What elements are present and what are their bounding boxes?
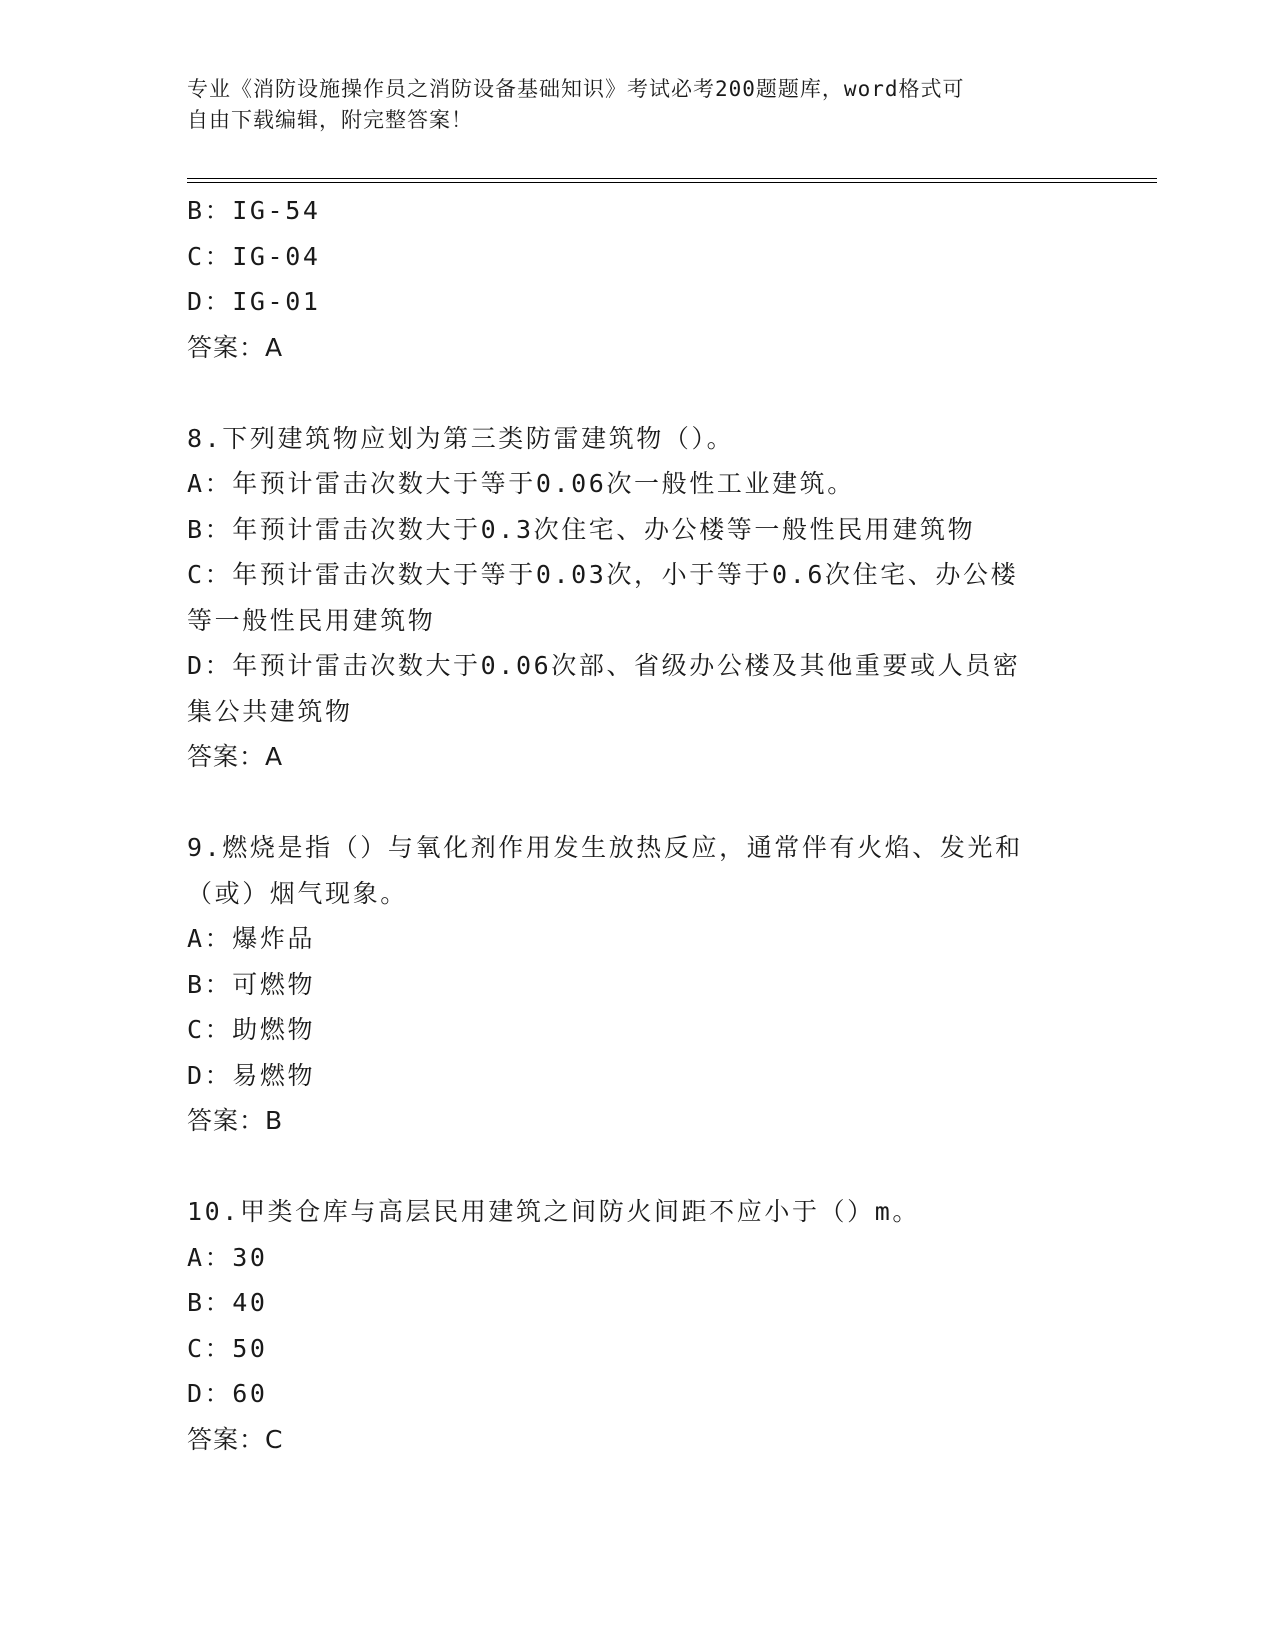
option-b: B：年预计雷击次数大于0.3次住宅、办公楼等一般性民用建筑物	[187, 514, 976, 544]
header-line-1: 专业《消防设施操作员之消防设备基础知识》考试必考200题题库，word格式可	[187, 77, 965, 101]
header-divider	[187, 178, 1157, 183]
option-c: C：年预计雷击次数大于等于0.03次，小于等于0.6次住宅、办公楼	[187, 560, 1019, 589]
answer: 答案：A	[187, 742, 284, 771]
option-a: A：爆炸品	[187, 924, 316, 953]
question-stem: 10.甲类仓库与高层民用建筑之间防火间距不应小于（）m。	[187, 1197, 921, 1226]
option-a: A：年预计雷击次数大于等于0.06次一般性工业建筑。	[187, 469, 855, 498]
option-d: D：易燃物	[187, 1060, 316, 1090]
spacer	[187, 780, 1067, 826]
option-a: A：30	[187, 1242, 268, 1272]
question-8	[187, 416, 1067, 780]
option-b: B：可燃物	[187, 969, 316, 999]
option-d: D：60	[187, 1379, 268, 1408]
spacer	[187, 1144, 1067, 1190]
question-7	[187, 188, 1067, 370]
option-c: C：助燃物	[187, 1015, 316, 1044]
option-c: C：50	[187, 1333, 268, 1363]
question-stem: 8.下列建筑物应划为第三类防雷建筑物（）。	[187, 423, 735, 453]
answer: 答案：A	[187, 332, 284, 362]
option-c-continued: 等一般性民用建筑物	[187, 605, 436, 635]
question-10	[187, 1189, 1067, 1462]
header-line-2: 自由下载编辑，附完整答案！	[187, 108, 473, 132]
spacer	[187, 370, 1067, 416]
question-list	[187, 188, 1067, 1462]
answer: 答案：B	[187, 1106, 284, 1135]
option-d-continued: 集公共建筑物	[187, 696, 353, 726]
answer: 答案：C	[187, 1424, 284, 1454]
document-header	[187, 74, 1087, 136]
question-9	[187, 825, 1067, 1144]
option-d: D：年预计雷击次数大于0.06次部、省级办公楼及其他重要或人员密	[187, 651, 1021, 680]
question-stem: 9.燃烧是指（）与氧化剂作用发生放热反应，通常伴有火焰、发光和	[187, 833, 1023, 862]
option-b: B：IG-54	[187, 196, 321, 225]
question-stem-continued: （或）烟气现象。	[187, 878, 408, 908]
option-d: D：IG-01	[187, 287, 321, 316]
option-b: B：40	[187, 1288, 268, 1317]
option-c: C：IG-04	[187, 241, 321, 271]
